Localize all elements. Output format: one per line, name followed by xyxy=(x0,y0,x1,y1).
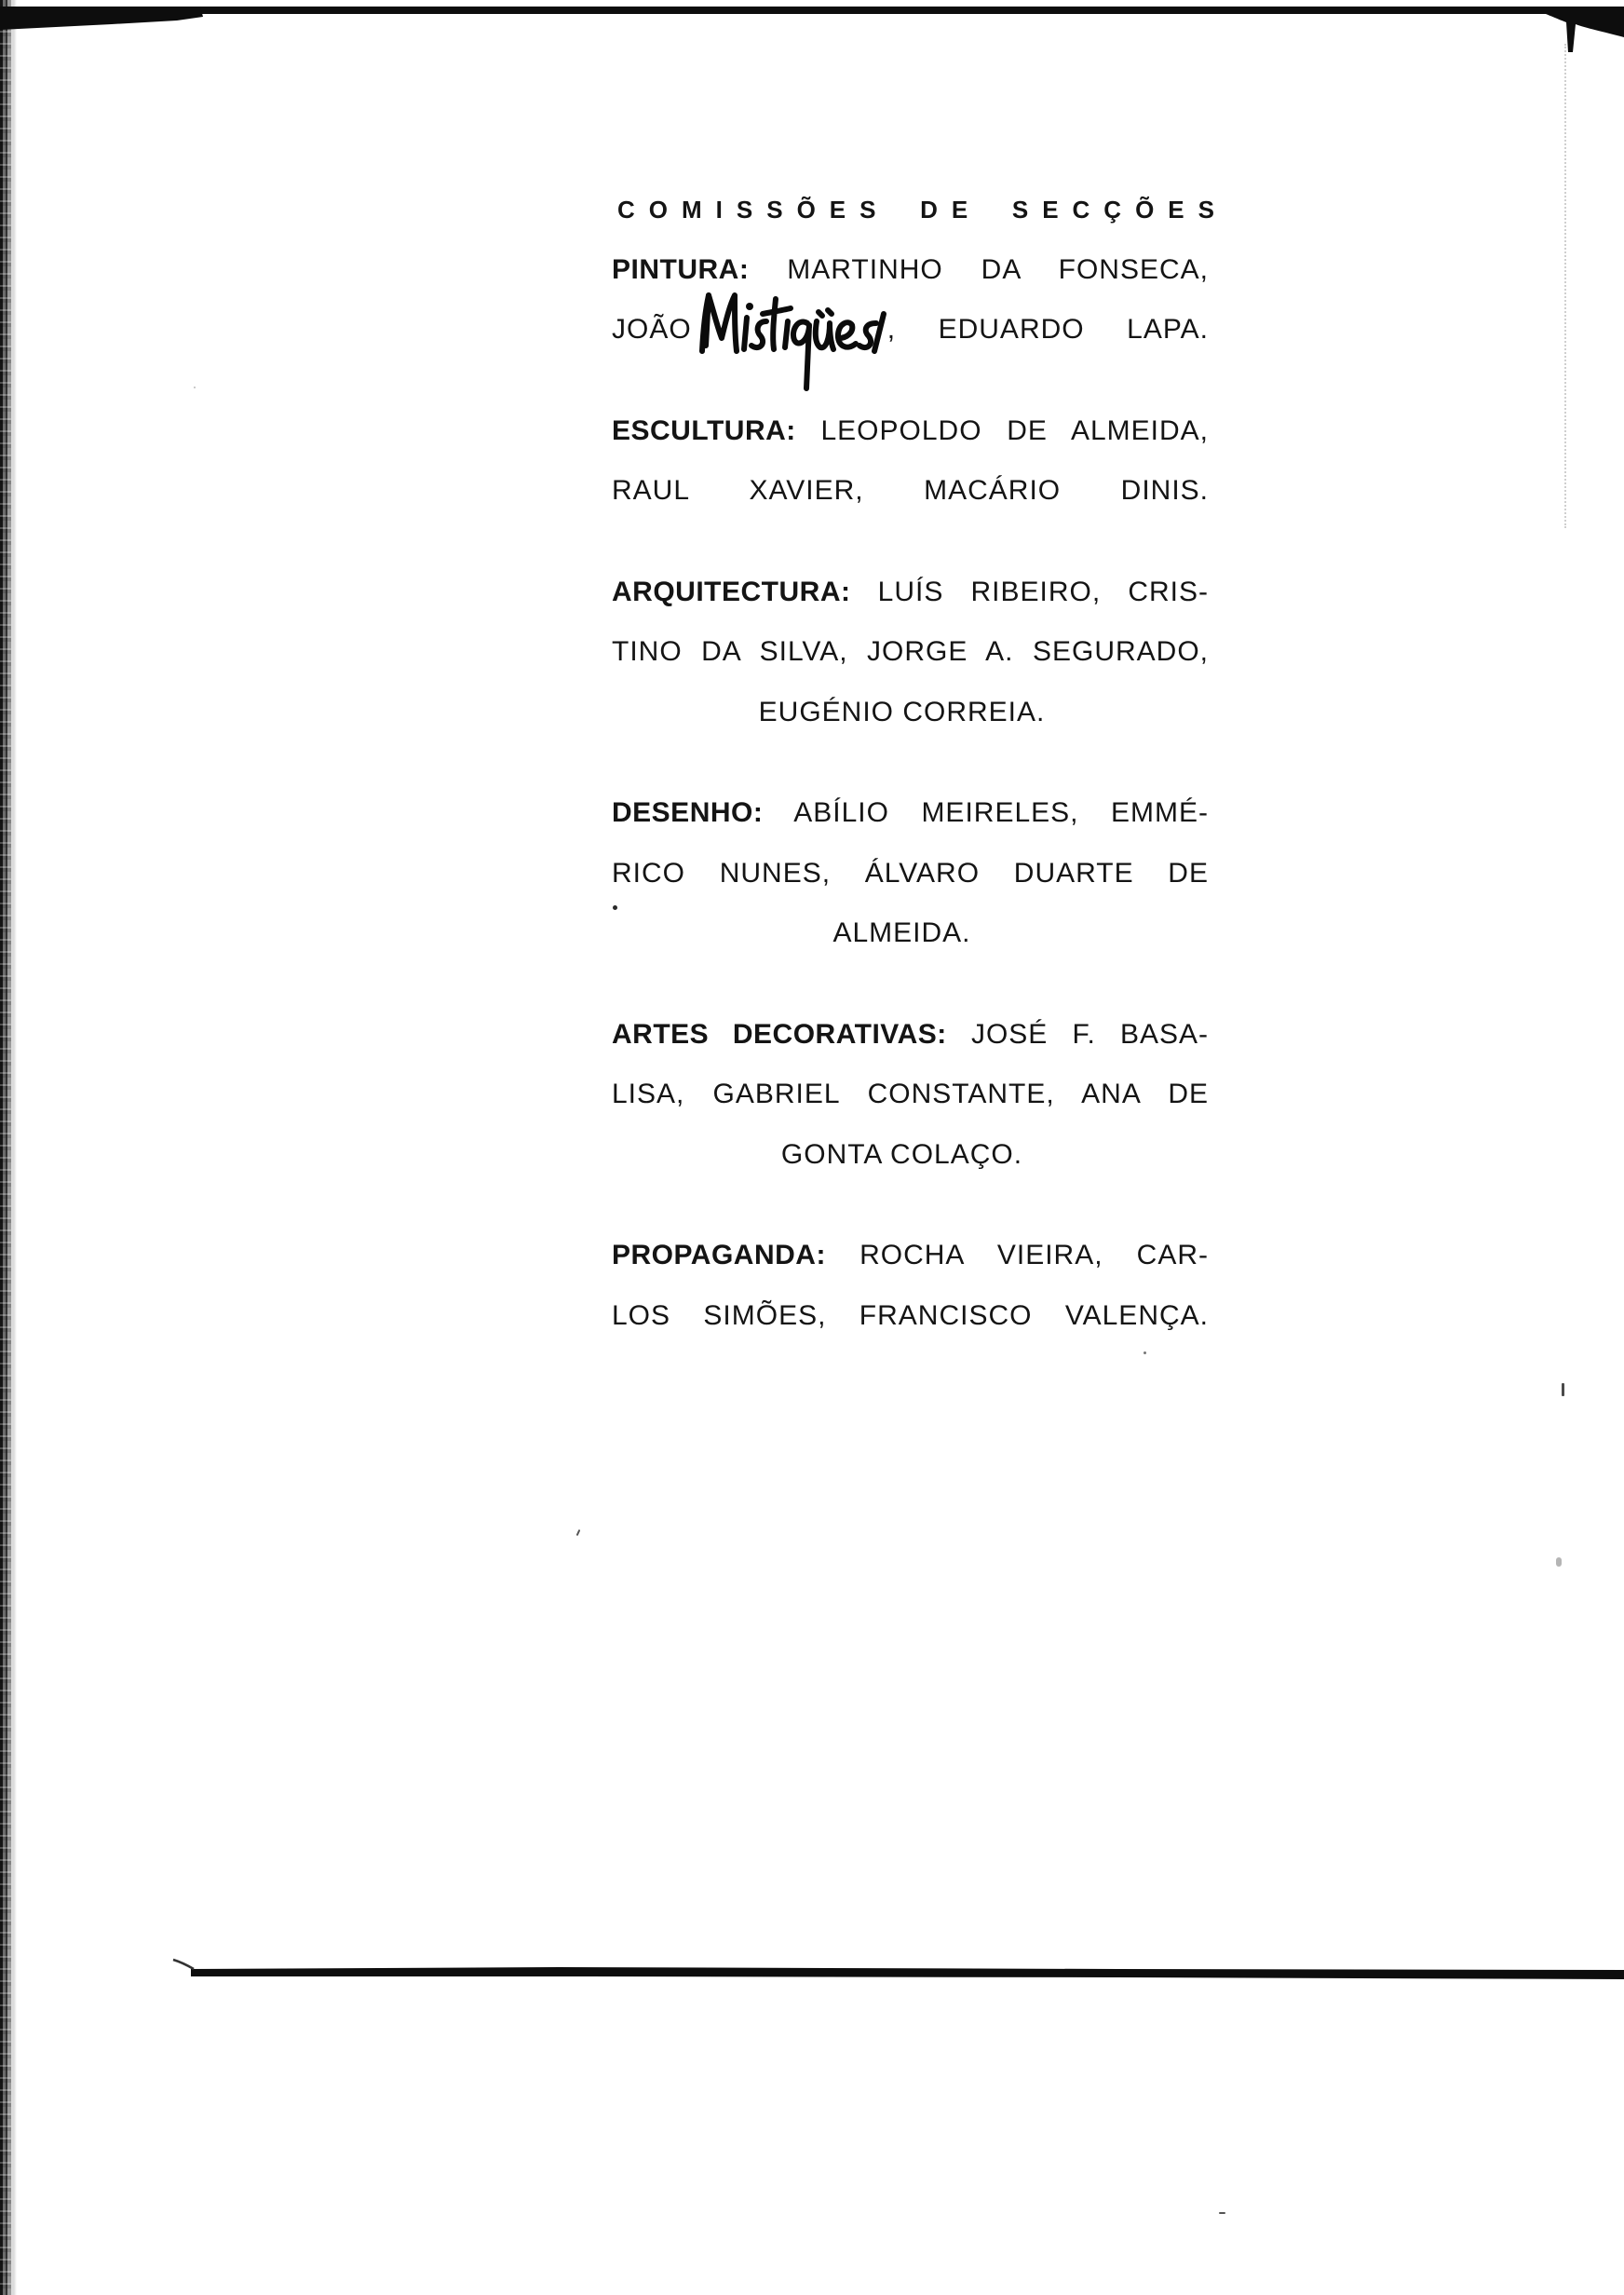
scan-speck xyxy=(576,1529,581,1536)
propaganda-line-2: LOS SIMÕES, FRANCISCO VALENÇA. xyxy=(612,1299,1209,1331)
bottom-rule-line xyxy=(0,1947,1624,1993)
section-propaganda xyxy=(612,1226,1209,1346)
scan-speck xyxy=(1562,1383,1564,1396)
desenho-names-1: ABÍLIO MEIRELES, EMMÉ- xyxy=(793,797,1209,828)
section-escultura xyxy=(612,401,1209,522)
scan-speck xyxy=(1219,2212,1225,2214)
arquitectura-line-3: EUGÉNIO CORREIA. xyxy=(758,696,1046,727)
scan-speck xyxy=(613,905,617,910)
page-title: COMISSÕES DE SECÇÕES xyxy=(617,196,1228,224)
pintura-line-2 xyxy=(612,300,1209,360)
section-label-desenho: DESENHO: xyxy=(612,797,764,828)
scan-speck xyxy=(194,387,196,388)
section-desenho xyxy=(612,783,1209,964)
arquitectura-names-1: LUÍS RIBEIRO, CRIS- xyxy=(877,576,1209,607)
desenho-line-2: RICO NUNES, ÁLVARO DUARTE DE xyxy=(612,857,1209,889)
pintura-names-2-end: , EDUARDO LAPA. xyxy=(886,314,1209,345)
section-label-pintura: PINTURA: xyxy=(612,253,750,285)
committee-list xyxy=(612,180,1228,1346)
artes-decorativas-line-3: GONTA COLAÇO. xyxy=(780,1138,1023,1170)
propaganda-line-1 xyxy=(612,1226,1209,1286)
pintura-names-2-start: JOÃO xyxy=(612,314,692,345)
section-pintura xyxy=(612,240,1209,360)
scan-speck xyxy=(1144,1351,1146,1354)
section-arquitectura xyxy=(612,563,1209,743)
desenho-line-3: ALMEIDA. xyxy=(832,917,971,948)
propaganda-names-1: ROCHA VIEIRA, CAR- xyxy=(859,1240,1209,1270)
handwritten-overwrite xyxy=(697,290,888,392)
arquitectura-line-2: TINO DA SILVA, JORGE A. SEGURADO, xyxy=(612,636,1209,667)
desenho-line-1 xyxy=(612,783,1209,844)
artes-decorativas-names-1: JOSÉ F. BASA- xyxy=(970,1018,1210,1050)
section-artes-decorativas xyxy=(612,1005,1209,1186)
scan-top-edge xyxy=(0,0,1624,65)
artes-decorativas-line-2: LISA, GABRIEL CONSTANTE, ANA DE xyxy=(612,1079,1209,1109)
section-label-propaganda: PROPAGANDA: xyxy=(612,1240,826,1270)
section-label-artes-decorativas: ARTES DECORATIVAS: xyxy=(612,1018,947,1050)
section-label-arquitectura: ARQUITECTURA: xyxy=(612,576,851,607)
arquitectura-line-1 xyxy=(612,563,1209,623)
scan-speck xyxy=(1556,1557,1562,1567)
escultura-names-1: LEOPOLDO DE ALMEIDA, xyxy=(820,414,1209,446)
escultura-line-2: RAUL XAVIER, MACÁRIO DINIS. xyxy=(612,475,1209,506)
section-label-escultura: ESCULTURA: xyxy=(612,414,796,446)
artes-decorativas-line-1 xyxy=(612,1005,1209,1066)
scan-right-edge-dots xyxy=(1564,44,1566,528)
pintura-names-1: MARTINHO DA FONSECA, xyxy=(787,253,1209,285)
escultura-line-1 xyxy=(612,401,1209,462)
